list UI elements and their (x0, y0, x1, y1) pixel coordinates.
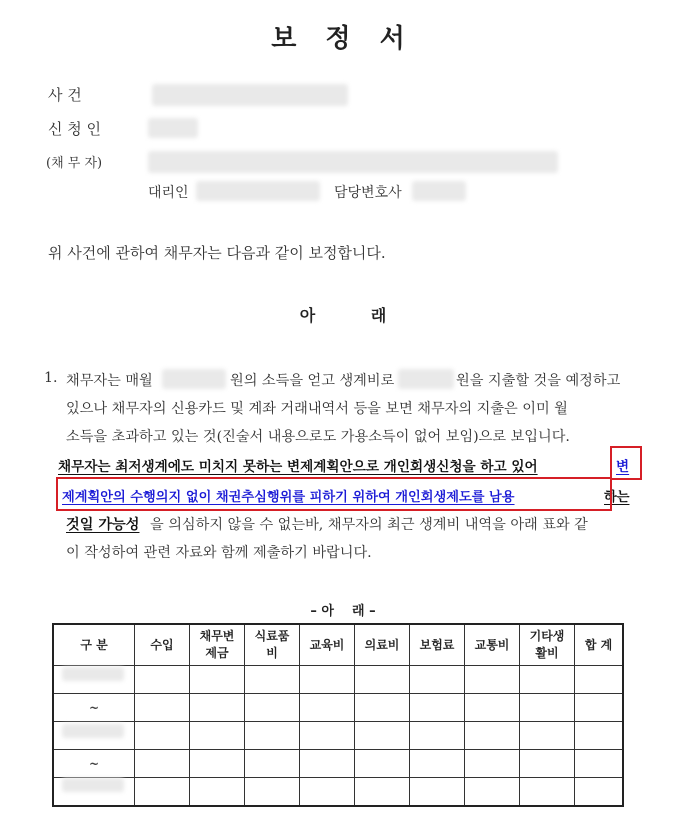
table-row (53, 666, 623, 694)
paragraph-line6-bold: 것일 가능성 (66, 517, 140, 533)
header-food: 식료품 비 (245, 624, 300, 666)
highlight-box-large (56, 477, 612, 511)
table-row (53, 722, 623, 750)
table-row (53, 750, 623, 778)
header-other-living: 기타생 활비 (520, 624, 575, 666)
document-title: 보 정 서 (271, 24, 415, 54)
paragraph-line6-rest: 을 의심하지 않을 수 없는바, 채무자의 최근 생계비 내역을 아래 표와 같 (150, 517, 588, 533)
intro-text: 위 사건에 관하여 채무자는 다음과 같이 보정합니다. (48, 244, 386, 262)
header-total: 합 계 (575, 624, 624, 666)
highlight-box-small (610, 446, 642, 480)
case-label: 사 건 (48, 86, 82, 104)
table-row (53, 778, 623, 807)
expense-amount-redacted (398, 369, 454, 389)
date-redacted (62, 667, 124, 681)
paragraph-line4-bold: 채무자는 최저생계에도 미치지 못하는 변제계획안으로 개인회생신청을 하고 있어 (58, 459, 538, 475)
date-redacted (62, 778, 124, 792)
agent-label: 대리인 (148, 185, 189, 201)
paragraph-line7: 이 작성하여 관련 자료와 함께 제출하기 바랍니다. (66, 545, 372, 561)
applicant-value-redacted (148, 118, 198, 138)
table-row (53, 694, 623, 722)
header-debt-repayment: 채무변 제금 (190, 624, 245, 666)
row-label: ~ (53, 694, 135, 722)
paragraph-line5-bold: 하는 (604, 490, 630, 505)
header-income: 수입 (135, 624, 190, 666)
living-expense-table (52, 623, 624, 807)
section-heading: 아 래 (299, 306, 387, 325)
paragraph-number: 1. (44, 370, 58, 386)
paragraph-line1-c: 원을 지출할 것을 예정하고 (456, 373, 621, 389)
date-redacted (62, 724, 124, 738)
applicant-label: 신 청 인 (48, 120, 102, 138)
header-education: 교육비 (300, 624, 355, 666)
debtor-address-redacted (148, 151, 558, 173)
header-transport: 교통비 (465, 624, 520, 666)
table-heading: – 아 래 – (310, 604, 376, 619)
paragraph-line3: 소득을 초과하고 있는 것(진술서 내용으로도 가용소득이 없어 보임)으로 보입니다. (66, 429, 570, 445)
table-header-row (53, 624, 623, 666)
paragraph-line1-a: 채무자는 매월 (66, 373, 153, 389)
case-value-redacted (152, 84, 348, 106)
paragraph-line5-blue: 제계획안의 수행의지 없이 채권추심행위를 피하기 위하여 개인회생제도를 남용 (62, 490, 515, 505)
row-label: ~ (53, 750, 135, 778)
header-insurance: 보험료 (410, 624, 465, 666)
paragraph-line4-blue: 변 (616, 459, 630, 475)
lawyer-label: 담당변호사 (334, 185, 402, 201)
debtor-label: (채 무 자) (46, 156, 103, 171)
header-medical: 의료비 (355, 624, 410, 666)
header-category: 구 분 (53, 624, 135, 666)
income-amount-redacted (162, 369, 226, 389)
agent-value-redacted (196, 181, 320, 201)
paragraph-line2: 있으나 채무자의 신용카드 및 계좌 거래내역서 등을 보면 채무자의 지출은 이미 월 (66, 401, 568, 417)
paragraph-line1-b: 원의 소득을 얻고 생계비로 (230, 373, 395, 389)
lawyer-value-redacted (412, 181, 466, 201)
